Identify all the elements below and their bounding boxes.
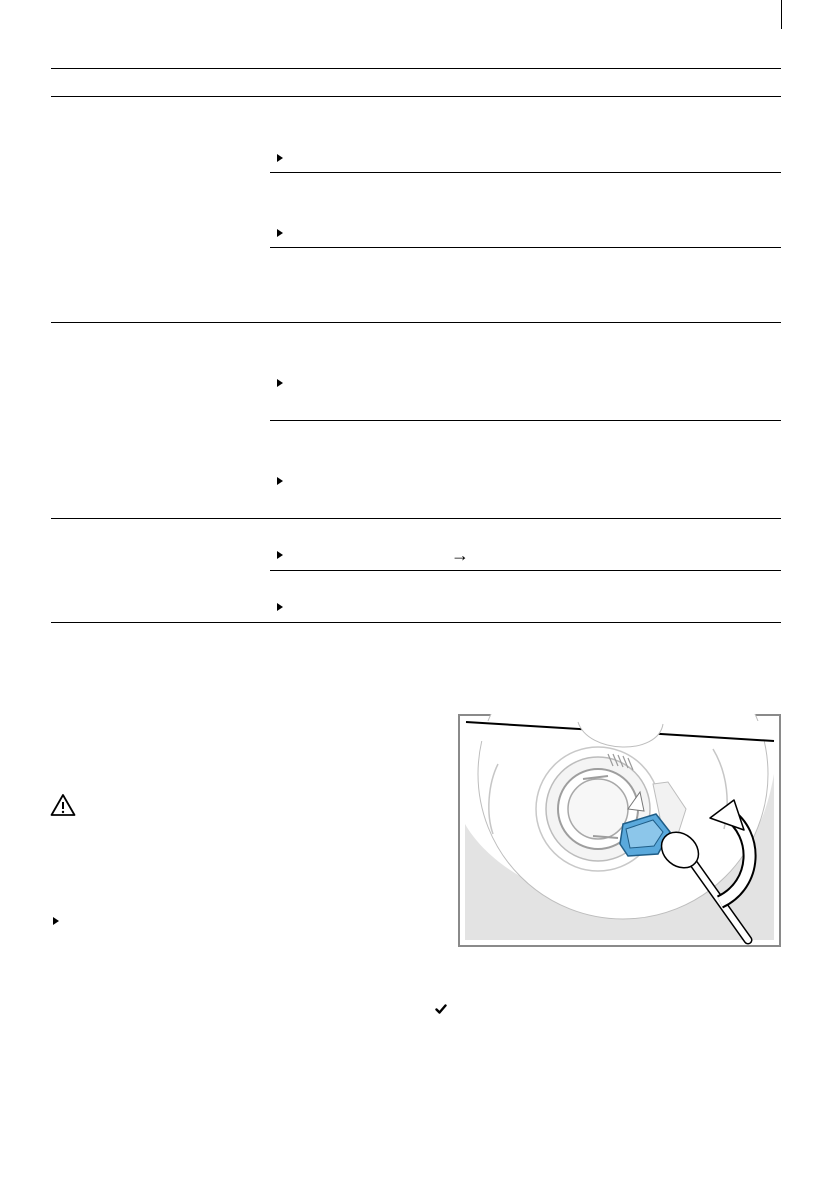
row3-step-marker	[277, 551, 283, 559]
table-bottom-rule	[51, 622, 781, 623]
table-top-rule	[51, 68, 781, 69]
row3-sub-rule	[270, 570, 781, 571]
row-divider	[51, 322, 781, 323]
warning-triangle-icon	[50, 793, 76, 817]
checkmark-icon	[435, 1003, 447, 1015]
row-divider	[51, 518, 781, 519]
row2-sub-rule	[270, 420, 781, 421]
row3-step-marker	[277, 603, 283, 611]
row1-step-marker	[277, 154, 283, 162]
step-marker	[53, 917, 59, 925]
table-header-rule	[51, 96, 781, 97]
row2-step-marker	[277, 477, 283, 485]
row1-sub-rule	[270, 247, 781, 248]
arrow-right-icon: →	[451, 545, 469, 565]
page-edge-marker	[781, 0, 782, 29]
row2-step-marker	[277, 379, 283, 387]
row1-step-marker	[277, 229, 283, 237]
pump-cover-illustration	[458, 714, 781, 947]
row1-sub-rule	[270, 172, 781, 173]
